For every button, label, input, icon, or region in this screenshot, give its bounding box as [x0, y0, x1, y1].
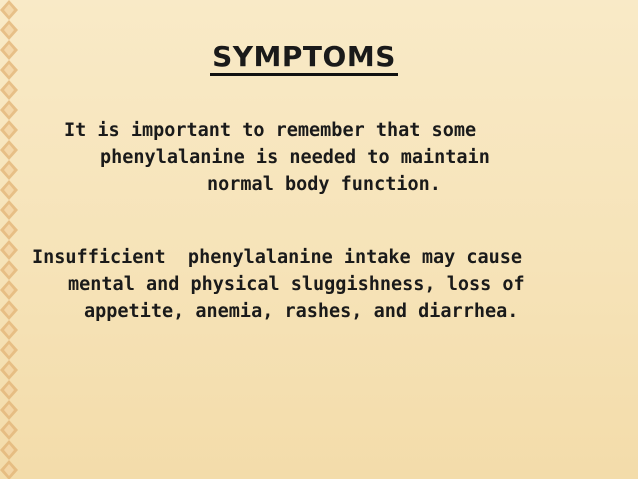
paragraph-line: phenylalanine is needed to maintain	[100, 147, 490, 168]
paragraph-line: It is important to remember that some	[64, 120, 477, 141]
paragraph-line: appetite, anemia, rashes, and diarrhea.	[84, 301, 519, 322]
paragraph-line: mental and physical sluggishness, loss of	[68, 274, 525, 295]
paragraph-line: normal body function.	[207, 174, 441, 195]
paragraph-line: Insufficient phenylalanine intake may cause	[32, 247, 523, 268]
slide-title	[0, 40, 604, 73]
paragraph-importance	[64, 117, 604, 198]
slide-title-text: SYMPTOMS	[210, 40, 398, 76]
paragraph-insufficiency	[32, 244, 632, 325]
